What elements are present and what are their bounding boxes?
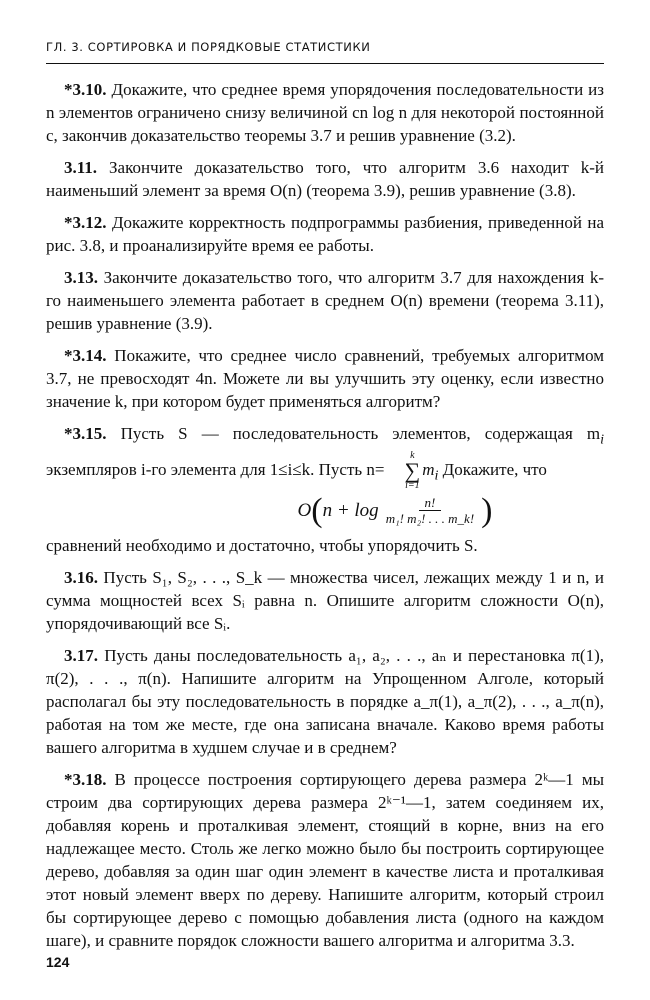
exercise-number: 3.11. — [64, 158, 98, 177]
exercise-text: Пусть S₁, S₂, . . ., S_k — множества чисел, лежащих между 1 и n, и сумма мощностей всех Sᵢ равна n. Опишите алгоритм сложности O(n), упорядочивающий все Sᵢ. — [46, 568, 604, 634]
exercise-text: Закончите доказательство того, что алгоритм 3.6 находит k-й наименьший элемент за время O(n) (теорема 3.9), решив уравнение (3.8). — [46, 158, 604, 200]
formula-fraction — [383, 495, 477, 526]
left-paren: ( — [311, 491, 323, 529]
exercise-3-10 — [46, 78, 604, 147]
page-number: 124 — [46, 954, 70, 970]
exercise-3-15 — [46, 422, 604, 491]
exercise-text: Закончите доказательство того, что алгоритм 3.7 для нахождения k-го наименьшего элемента работает в среднем O(n) времени (теорема 3.11), решив уравнение (3.9). — [46, 268, 604, 333]
right-paren: ) — [481, 491, 493, 529]
exercise-3-17 — [46, 644, 604, 759]
exercise-3-13 — [46, 266, 604, 335]
formula-lead: O — [297, 500, 312, 522]
exercise-number: 3.13. — [64, 268, 98, 287]
exercise-number: 3.16. — [64, 568, 98, 588]
exercise-3-18 — [46, 768, 604, 952]
exercise-number: 3.17. — [64, 646, 98, 666]
exercise-number: *3.14. — [64, 346, 107, 365]
exercise-number: *3.12. — [64, 213, 107, 232]
exercise-text-a: Пусть S — последовательность элементов, содержащая m — [120, 424, 601, 443]
sigma-glyph: ∑ — [404, 458, 421, 484]
exercise-3-16 — [46, 566, 604, 635]
exercise-text-after: сравнений необходимо и достаточно, чтобы упорядочить S. — [46, 536, 478, 556]
exercise-text: Пусть даны последовательность a₁, a₂, . . ., aₙ и перестановка π(1), π(2), . . ., π(n). Напишите алгоритм на Упрощенном Алголе, который располагал бы эту последовательность в порядке a_π(1), a_π(2), . . ., a_π(n), работая на том же месте, где она записана вначале. Каково время работы вашего алгоритма в худшем случае и в среднем? — [46, 646, 605, 758]
formula-inner: n + log — [322, 500, 379, 522]
exercise-text: Докажите, что среднее время упорядочения последовательности из n элементов ограничено снизу величиной cn log n для некоторой постоянной c, закончив доказательство теоремы 3.7 и решив уравнение (3.2). — [46, 80, 604, 145]
exercise-number: *3.15. — [64, 424, 107, 443]
exercise-number: *3.10. — [64, 80, 107, 99]
sum-lower-limit: i=1 — [405, 480, 420, 492]
exercise-number: *3.18. — [64, 770, 107, 790]
summation-symbol — [387, 451, 421, 491]
exercise-text: В процессе построения сортирующего дерева размера 2ᵏ—1 мы строим два сортирующих дерева размера 2ᵏ⁻¹—1, затем соединяем их, добавляя корень и проталкивая элемент, стоящий в корне, вниз на его надлежащее место. Столь же легко можно было бы построить сортирующее дерево, добавляя за один шаг один элемент в качестве листа и проталкивая этот новый элемент вверх по дереву. Напишите алгоритм, который строил бы сортирующее дерево с помощью добавления листа (одного на каждом шаге), и сравните порядок сложности вашего алгоритма и алгоритма 3.3. — [46, 770, 605, 951]
exercise-text: Покажите, что среднее число сравнений, требуемых алгоритмом 3.7, не превосходят 4n. Можете ли вы улучшить эту оценку, если известно значение k, при котором будет применяться алгоритм? — [46, 346, 605, 411]
display-formula — [186, 491, 604, 529]
sum-term: m — [422, 460, 435, 480]
subscript: i — [434, 467, 439, 484]
running-head: ГЛ. 3. СОРТИРОВКА И ПОРЯДКОВЫЕ СТАТИСТИКИ — [46, 36, 604, 64]
exercise-3-12 — [46, 211, 604, 257]
exercise-text-c: Докажите, что — [438, 460, 547, 480]
exercise-3-14 — [46, 344, 604, 413]
exercise-3-15-continuation — [46, 534, 604, 557]
fraction-denominator: m₁! m₂! . . . m_k! — [385, 511, 475, 527]
sum-upper-limit: k — [410, 450, 415, 462]
fraction-numerator: n! — [419, 495, 442, 511]
exercise-text-b: экземпляров i-го элемента для 1≤i≤k. Пусть n= — [46, 460, 385, 480]
exercise-3-11 — [46, 156, 604, 202]
subscript: i — [600, 431, 605, 448]
exercise-text: Докажите корректность подпрограммы разбиения, приведенной на рис. 3.8, и проанализируйте время ее работы. — [46, 213, 604, 255]
